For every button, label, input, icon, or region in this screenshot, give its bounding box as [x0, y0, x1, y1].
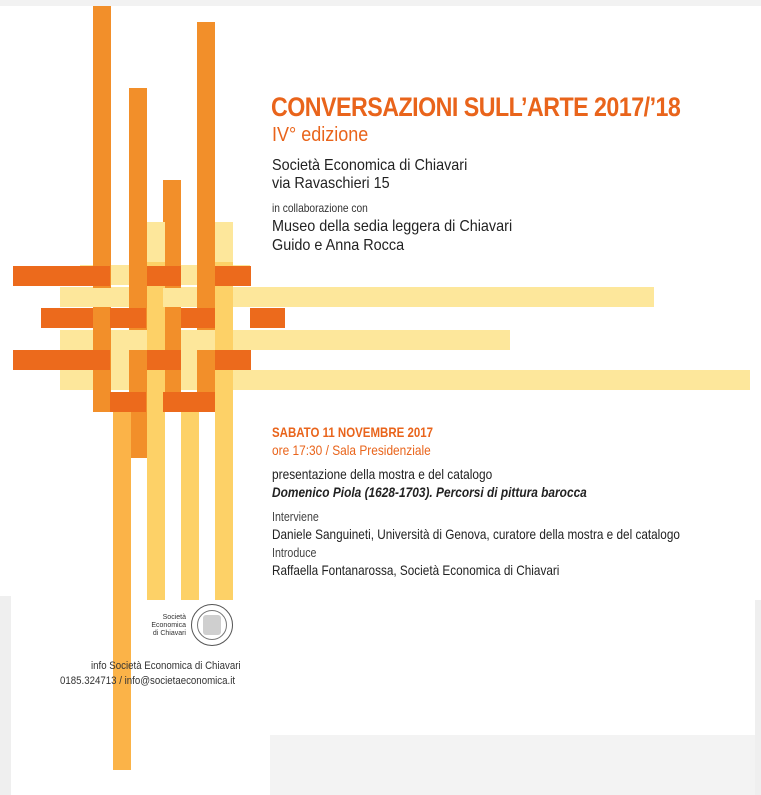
weave-bar — [181, 308, 215, 328]
exhibition-title: Domenico Piola (1628-1703). Percorsi di pittura barocca — [272, 484, 587, 500]
partner-line-2: Guido e Anna Rocca — [272, 237, 405, 254]
weave-bar — [215, 266, 251, 286]
society-seal-icon — [191, 604, 233, 646]
weave-bar — [197, 330, 215, 350]
bottom-margin-shade — [270, 735, 761, 795]
event-time-place: ore 17:30 / Sala Presidenziale — [272, 442, 431, 458]
weave-bar — [163, 392, 215, 412]
logo-line-1: Società — [162, 614, 186, 621]
weave-bar — [60, 330, 510, 350]
weave-bar — [129, 330, 147, 350]
event-description: presentazione della mostra e del catalogo — [272, 466, 493, 482]
contact-line: 0185.324713 / info@societaeconomica.it — [60, 675, 236, 687]
logo-line-2: Economica — [151, 622, 186, 629]
weave-bar — [41, 308, 93, 328]
weave-bar — [93, 288, 111, 307]
page-title: CONVERSAZIONI SULL’ARTE 2017/’18 — [271, 92, 681, 122]
weave-bar — [250, 308, 285, 328]
top-border — [0, 0, 761, 6]
partner-line-1: Museo della sedia leggera di Chiavari — [272, 218, 513, 235]
weave-bar — [13, 266, 110, 286]
organizer-name: Società Economica di Chiavari — [272, 157, 468, 174]
weave-bar — [13, 350, 110, 370]
weave-bar — [147, 222, 165, 262]
weave-bar — [215, 222, 233, 262]
organizer-address: via Ravaschieri 15 — [272, 175, 390, 192]
weave-bar — [147, 350, 181, 370]
weave-bar — [113, 410, 131, 770]
edition-label: IV° edizione — [272, 124, 369, 146]
partner-block — [272, 217, 512, 255]
introducer-name: Raffaella Fontanarossa, Società Economica di Chiavari — [272, 562, 560, 578]
weave-bar — [181, 410, 199, 600]
weave-bar — [147, 266, 181, 286]
weave-bar — [110, 392, 146, 412]
speaker-name: Daniele Sanguineti, Università di Genova, curatore della mostra e del catalogo — [272, 526, 680, 542]
logo-wordmark — [136, 614, 186, 638]
info-line: info Società Economica di Chiavari — [91, 660, 241, 672]
right-margin-shade — [755, 600, 761, 795]
organizer-block — [272, 157, 467, 193]
intro-label: Introduce — [272, 545, 317, 560]
weave-bar — [197, 22, 215, 408]
weave-bar — [163, 288, 181, 307]
left-margin-shade — [0, 596, 11, 795]
weave-bar — [215, 350, 251, 370]
weave-bar — [110, 308, 146, 328]
event-date: SABATO 11 NOVEMBRE 2017 — [272, 424, 433, 440]
speaker-label: Interviene — [272, 509, 319, 524]
collaboration-label: in collaborazione con — [272, 201, 368, 215]
logo-line-3: di Chiavari — [152, 630, 186, 637]
seal-emblem — [203, 615, 221, 635]
